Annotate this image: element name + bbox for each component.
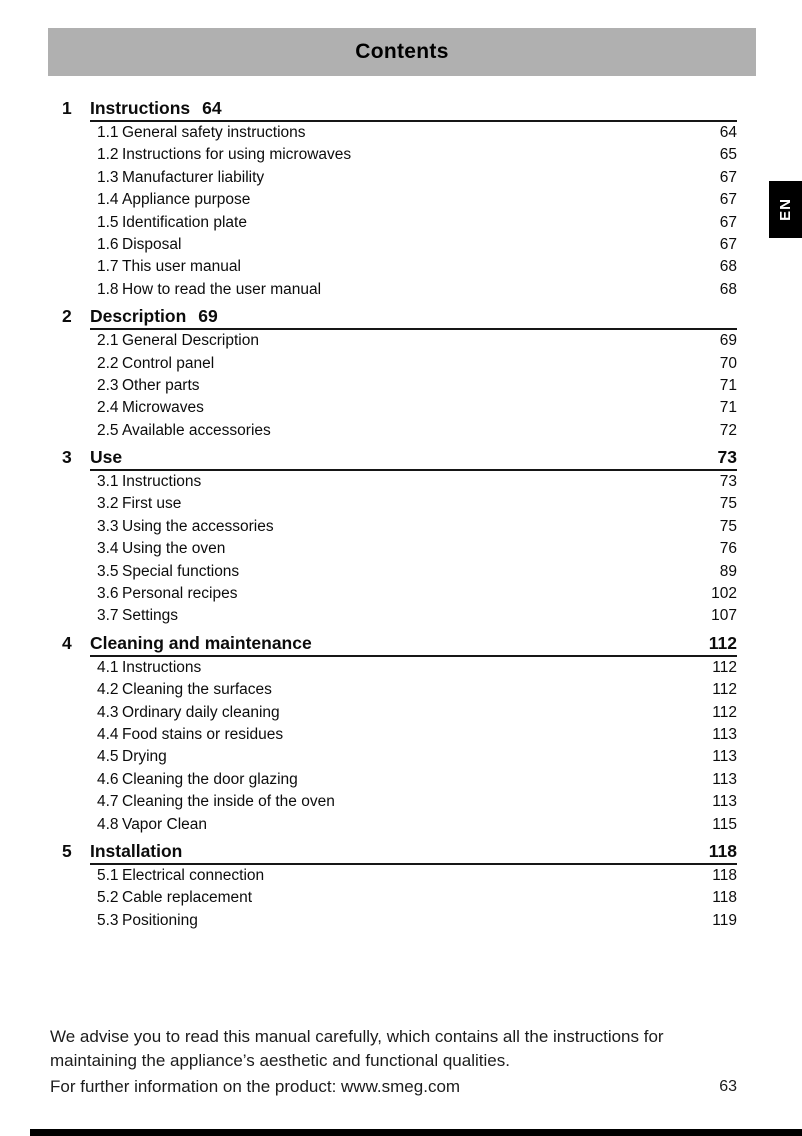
entry-title: Manufacturer liability (122, 168, 265, 186)
entry-number: 3.1 (97, 473, 119, 491)
entry-page-number: 76 (719, 540, 737, 558)
entry-title: Positioning (122, 911, 198, 929)
footer-note: We advise you to read this manual carefully, which contains all the instructions for maintaining the appliance’s aesthetic and functional qualities. (50, 1027, 664, 1070)
entry-page-number: 68 (719, 280, 737, 298)
toc-entry (62, 397, 737, 419)
entry-number: 4.7 (97, 793, 119, 811)
section-page-number: 118 (708, 840, 737, 861)
entry-page-number: 72 (719, 421, 737, 439)
entry-number: 3.5 (97, 562, 119, 580)
entry-number: 1.7 (97, 258, 119, 276)
toc-entry (62, 702, 737, 724)
toc-entry (62, 791, 737, 813)
entry-number: 3.6 (97, 585, 119, 603)
toc-section-heading (62, 840, 737, 863)
section-page-number: 73 (717, 447, 737, 468)
entry-page-number: 64 (719, 124, 737, 141)
entry-number: 3.2 (97, 495, 119, 513)
entry-title: Cleaning the surfaces (122, 681, 272, 699)
entry-page-number: 112 (712, 703, 737, 721)
entry-number: 4.1 (97, 658, 119, 676)
section-page-number: 69 (198, 306, 218, 327)
toc-entry (62, 279, 737, 301)
toc-entry (62, 420, 737, 442)
entry-title: Disposal (122, 235, 182, 253)
entry-number: 4.4 (97, 725, 119, 743)
toc-entry (62, 910, 737, 932)
toc-entry (62, 212, 737, 234)
entry-title: Appliance purpose (122, 191, 251, 209)
page-title: Contents (355, 40, 449, 63)
section-page-number: 112 (708, 632, 737, 653)
toc-entry (62, 657, 737, 679)
entry-page-number: 113 (712, 725, 737, 743)
entry-page-number: 75 (719, 517, 737, 535)
toc-entry (62, 605, 737, 627)
language-tab-label: EN (777, 198, 794, 221)
entry-number: 3.7 (97, 607, 119, 625)
section-number: 3 (62, 447, 72, 468)
entry-page-number: 113 (712, 748, 737, 766)
entry-title: First use (122, 495, 182, 513)
entry-page-number: 68 (719, 258, 737, 276)
entry-page-number: 119 (712, 911, 737, 929)
entry-page-number: 112 (712, 681, 737, 699)
entry-number: 2.3 (97, 376, 119, 394)
entry-title: Ordinary daily cleaning (122, 703, 280, 721)
toc-section-heading (62, 632, 737, 655)
toc-entry (62, 746, 737, 768)
toc-entry (62, 814, 737, 836)
toc-entry (62, 769, 737, 791)
entry-page-number: 89 (719, 562, 737, 580)
entry-page-number: 67 (719, 168, 737, 186)
entry-title: Instructions (122, 658, 202, 676)
entry-page-number: 102 (711, 585, 737, 603)
entry-number: 4.6 (97, 770, 119, 788)
section-number: 2 (62, 306, 72, 327)
entry-number: 2.5 (97, 421, 119, 439)
entry-title: Vapor Clean (122, 815, 208, 833)
toc (62, 93, 737, 932)
toc-entry (62, 724, 737, 746)
footer-info: For further information on the product: www.smeg.com (50, 1077, 461, 1096)
entry-number: 1.8 (97, 280, 119, 298)
entry-number: 1.3 (97, 168, 119, 186)
entry-number: 5.3 (97, 911, 119, 929)
entry-page-number: 118 (712, 889, 737, 907)
entry-title: General safety instructions (122, 124, 306, 141)
entry-page-number: 69 (719, 332, 737, 350)
entry-number: 4.5 (97, 748, 119, 766)
entry-title: Microwaves (122, 399, 204, 417)
entry-title: Drying (122, 748, 167, 766)
entry-title: Electrical connection (122, 866, 265, 884)
entry-number: 3.3 (97, 517, 119, 535)
entry-title: Cleaning the door glazing (122, 770, 298, 788)
entry-page-number: 118 (712, 866, 737, 884)
entry-title: Using the accessories (122, 517, 274, 535)
entry-title: Identification plate (122, 213, 247, 231)
toc-entry (62, 865, 737, 887)
entry-number: 5.1 (97, 866, 119, 884)
entry-number: 4.2 (97, 681, 119, 699)
entry-title: Personal recipes (122, 585, 238, 603)
language-tab (769, 181, 802, 238)
entry-title: Other parts (122, 376, 200, 394)
section-number: 5 (62, 840, 72, 861)
section-title: Use (90, 447, 123, 468)
entry-page-number: 71 (719, 376, 737, 394)
contents-header-bar (48, 28, 756, 76)
entry-title: Cleaning the inside of the oven (122, 793, 335, 811)
toc-entry (62, 330, 737, 352)
toc-entry (62, 353, 737, 375)
entry-page-number: 113 (712, 793, 737, 811)
entry-number: 2.2 (97, 354, 119, 372)
entry-number: 1.5 (97, 213, 119, 231)
section-page-number: 64 (202, 98, 222, 118)
toc-entry (62, 167, 737, 189)
entry-page-number: 71 (719, 399, 737, 417)
entry-page-number: 75 (719, 495, 737, 513)
section-title: Installation (90, 840, 183, 861)
toc-entry (62, 679, 737, 701)
entry-title: Control panel (122, 354, 215, 372)
toc-entry (62, 493, 737, 515)
entry-page-number: 67 (719, 235, 737, 253)
section-number: 4 (62, 632, 72, 653)
bottom-rule (30, 1129, 802, 1136)
page-number: 63 (719, 1078, 737, 1095)
entry-title: Special functions (122, 562, 240, 580)
entry-number: 1.4 (97, 191, 119, 209)
entry-title: Using the oven (122, 540, 226, 558)
entry-number: 1.1 (97, 124, 119, 141)
entry-title: Settings (122, 607, 179, 625)
section-title: Instructions (90, 98, 191, 118)
toc-entry (62, 375, 737, 397)
entry-page-number: 65 (719, 146, 737, 164)
toc-entry (62, 144, 737, 166)
toc-entry (62, 561, 737, 583)
toc-entry (62, 234, 737, 256)
toc-section-heading (62, 305, 737, 328)
toc-entry (62, 189, 737, 211)
entry-page-number: 70 (719, 354, 737, 372)
entry-page-number: 67 (719, 191, 737, 209)
entry-number: 1.2 (97, 146, 119, 164)
section-number: 1 (62, 98, 72, 118)
toc-entry (62, 516, 737, 538)
entry-number: 4.8 (97, 815, 119, 833)
entry-title: General Description (122, 332, 259, 350)
entry-number: 1.6 (97, 235, 119, 253)
entry-page-number: 73 (719, 473, 737, 491)
toc-entry (62, 471, 737, 493)
toc-section-heading (62, 446, 737, 469)
toc-entry (62, 256, 737, 278)
entry-number: 2.1 (97, 332, 119, 350)
entry-number: 2.4 (97, 399, 119, 417)
toc-section-heading (62, 97, 737, 120)
entry-title: Instructions (122, 473, 202, 491)
entry-title: This user manual (122, 258, 241, 276)
entry-page-number: 112 (712, 658, 737, 676)
entry-title: Instructions for using microwaves (122, 146, 352, 164)
entry-page-number: 67 (719, 213, 737, 231)
toc-entry (62, 583, 737, 605)
entry-title: Cable replacement (122, 889, 253, 907)
entry-number: 4.3 (97, 703, 119, 721)
entry-title: Available accessories (122, 421, 271, 439)
section-title: Cleaning and maintenance (90, 632, 312, 653)
entry-page-number: 113 (712, 770, 737, 788)
entry-page-number: 107 (711, 607, 737, 625)
entry-number: 3.4 (97, 540, 119, 558)
section-title: Description (90, 306, 187, 327)
entry-title: How to read the user manual (122, 280, 322, 298)
toc-entry (62, 887, 737, 909)
toc-entry (62, 122, 737, 144)
entry-title: Food stains or residues (122, 725, 284, 743)
entry-page-number: 115 (712, 815, 737, 833)
toc-entry (62, 538, 737, 560)
entry-number: 5.2 (97, 889, 119, 907)
